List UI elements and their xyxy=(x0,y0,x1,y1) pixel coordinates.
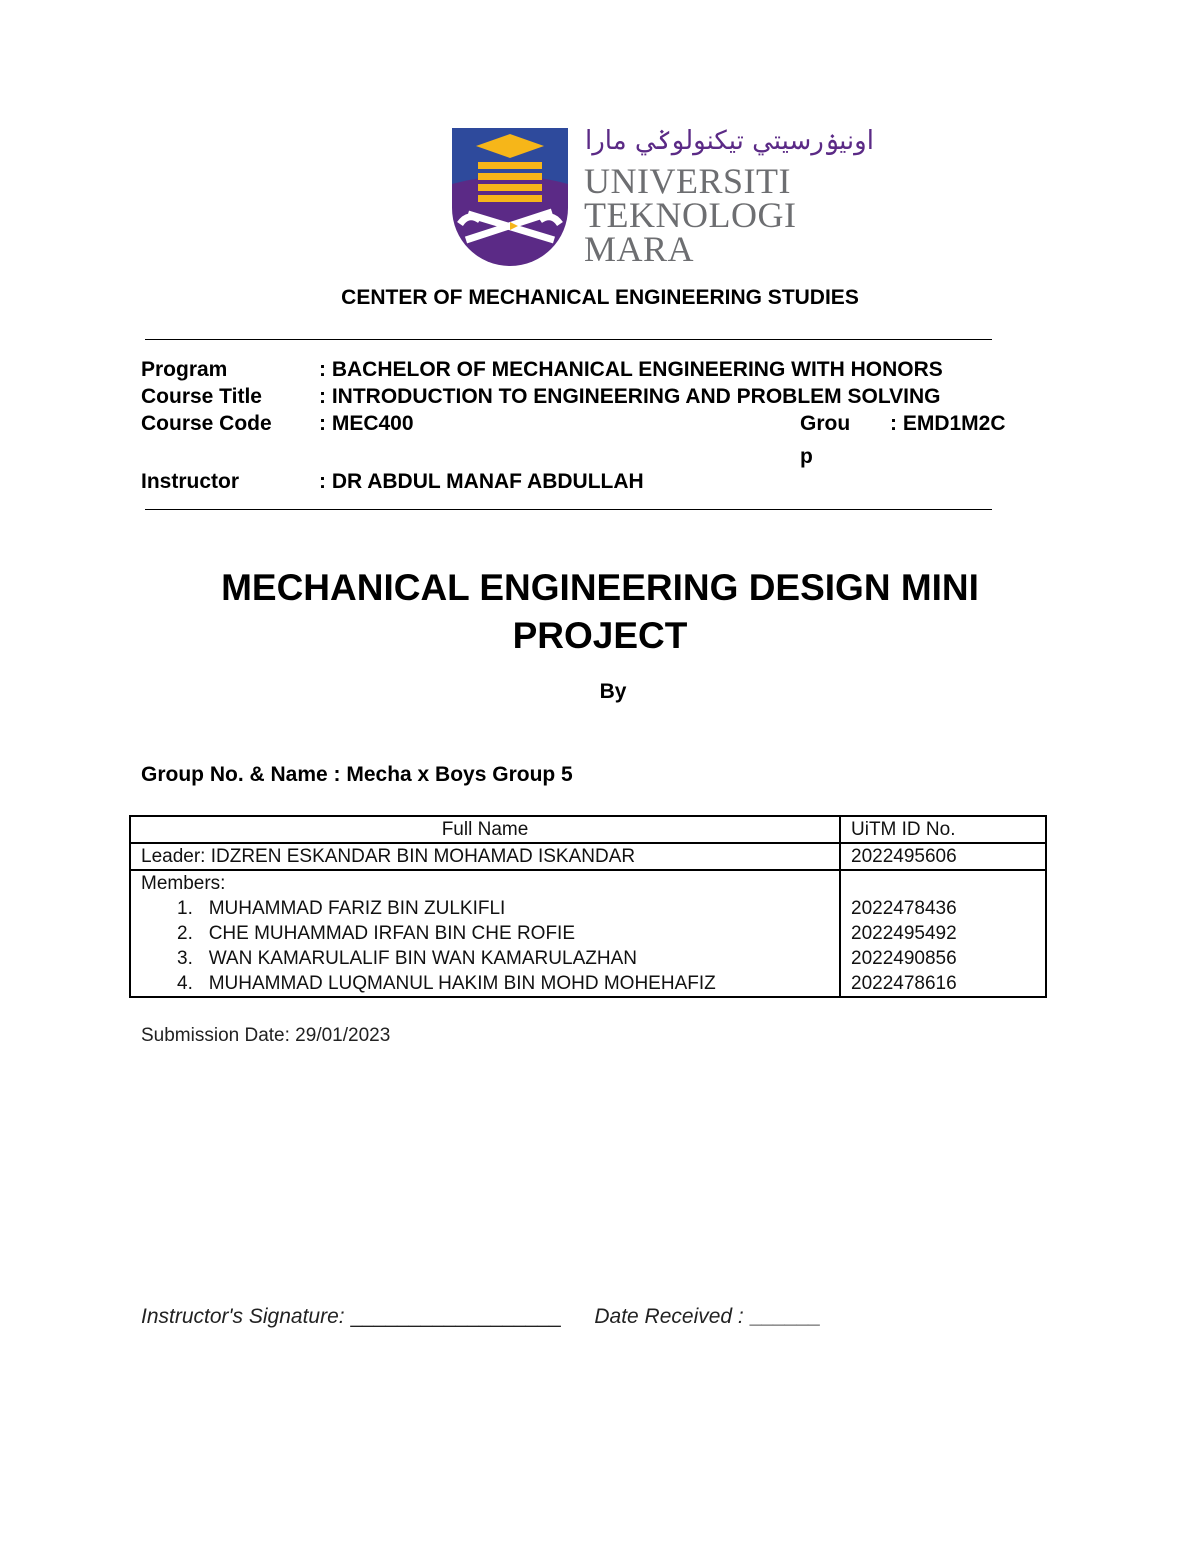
member-id: 2022478436 xyxy=(851,898,957,919)
date-received-blank: ______ xyxy=(749,1305,820,1328)
group-name: Group No. & Name : Mecha x Boys Group 5 xyxy=(141,763,573,786)
group-label-wrap: p xyxy=(800,445,813,468)
table-header-row xyxy=(130,816,1046,843)
list-item xyxy=(141,921,829,946)
list-number: 4. xyxy=(177,973,193,994)
by-label: By xyxy=(599,680,627,703)
members-label: Members: xyxy=(141,873,226,894)
uitm-logo xyxy=(452,128,568,273)
document-title: MECHANICAL ENGINEERING DESIGN MINI xyxy=(221,567,979,608)
uitm-crest-icon xyxy=(452,128,568,268)
divider xyxy=(145,509,992,510)
table-row xyxy=(130,870,1046,997)
group-label: Grou xyxy=(800,412,851,435)
course-code-label: Course Code xyxy=(141,412,272,435)
members-table xyxy=(129,815,1047,998)
list-item xyxy=(141,971,829,996)
leader-name: Leader: IDZREN ESKANDAR BIN MOHAMAD ISKANDAR xyxy=(130,843,840,870)
header-full-name: Full Name xyxy=(130,816,840,843)
divider xyxy=(145,339,992,340)
member-name: CHE MUHAMMAD IRFAN BIN CHE ROFIE xyxy=(208,923,576,944)
member-name: WAN KAMARULALIF BIN WAN KAMARULAZHAN xyxy=(208,948,637,969)
course-title-label: Course Title xyxy=(141,385,262,408)
member-name: MUHAMMAD FARIZ BIN ZULKIFLI xyxy=(208,898,506,919)
list-item xyxy=(141,946,829,971)
list-number: 1. xyxy=(177,898,193,919)
instructor-signature-blank: __________________ xyxy=(350,1305,561,1328)
members-ids-cell xyxy=(840,870,1046,997)
logo-jawi-text: اونيۏرسيتي تيكنولوݢي مارا xyxy=(585,126,874,156)
list-number: 2. xyxy=(177,923,193,944)
list-item xyxy=(141,896,829,921)
program-value: : BACHELOR OF MECHANICAL ENGINEERING WITH HONORS xyxy=(319,358,943,381)
logo-name-line: TEKNOLOGI xyxy=(584,195,797,235)
logo-university-name xyxy=(584,161,797,269)
header-uitm-id: UiTM ID No. xyxy=(840,816,1046,843)
instructor-label: Instructor xyxy=(141,470,240,493)
document-title-line2: PROJECT xyxy=(512,615,688,656)
signature-line xyxy=(141,1305,820,1329)
date-received-label: Date Received : xyxy=(594,1305,750,1328)
program-label: Program xyxy=(141,358,228,381)
instructor-signature-label: Instructor's Signature: xyxy=(141,1305,351,1328)
submission-date: Submission Date: 29/01/2023 xyxy=(141,1025,391,1046)
table-row xyxy=(130,843,1046,870)
member-id: 2022495492 xyxy=(851,923,957,944)
members-cell xyxy=(130,870,840,997)
member-name: MUHAMMAD LUQMANUL HAKIM BIN MOHD MOHEHAFIZ xyxy=(208,973,716,994)
leader-id: 2022495606 xyxy=(840,843,1046,870)
list-number: 3. xyxy=(177,948,193,969)
department-header: CENTER OF MECHANICAL ENGINEERING STUDIES xyxy=(341,286,859,309)
group-value: : EMD1M2C xyxy=(890,412,1006,435)
logo-name-line: MARA xyxy=(584,229,695,269)
logo-name-line: UNIVERSITI xyxy=(584,161,791,201)
instructor-value: : DR ABDUL MANAF ABDULLAH xyxy=(319,470,644,493)
member-id: 2022478616 xyxy=(851,973,957,994)
course-code-value: : MEC400 xyxy=(319,412,414,435)
member-id: 2022490856 xyxy=(851,948,957,969)
course-title-value: : INTRODUCTION TO ENGINEERING AND PROBLEM SOLVING xyxy=(319,385,941,408)
